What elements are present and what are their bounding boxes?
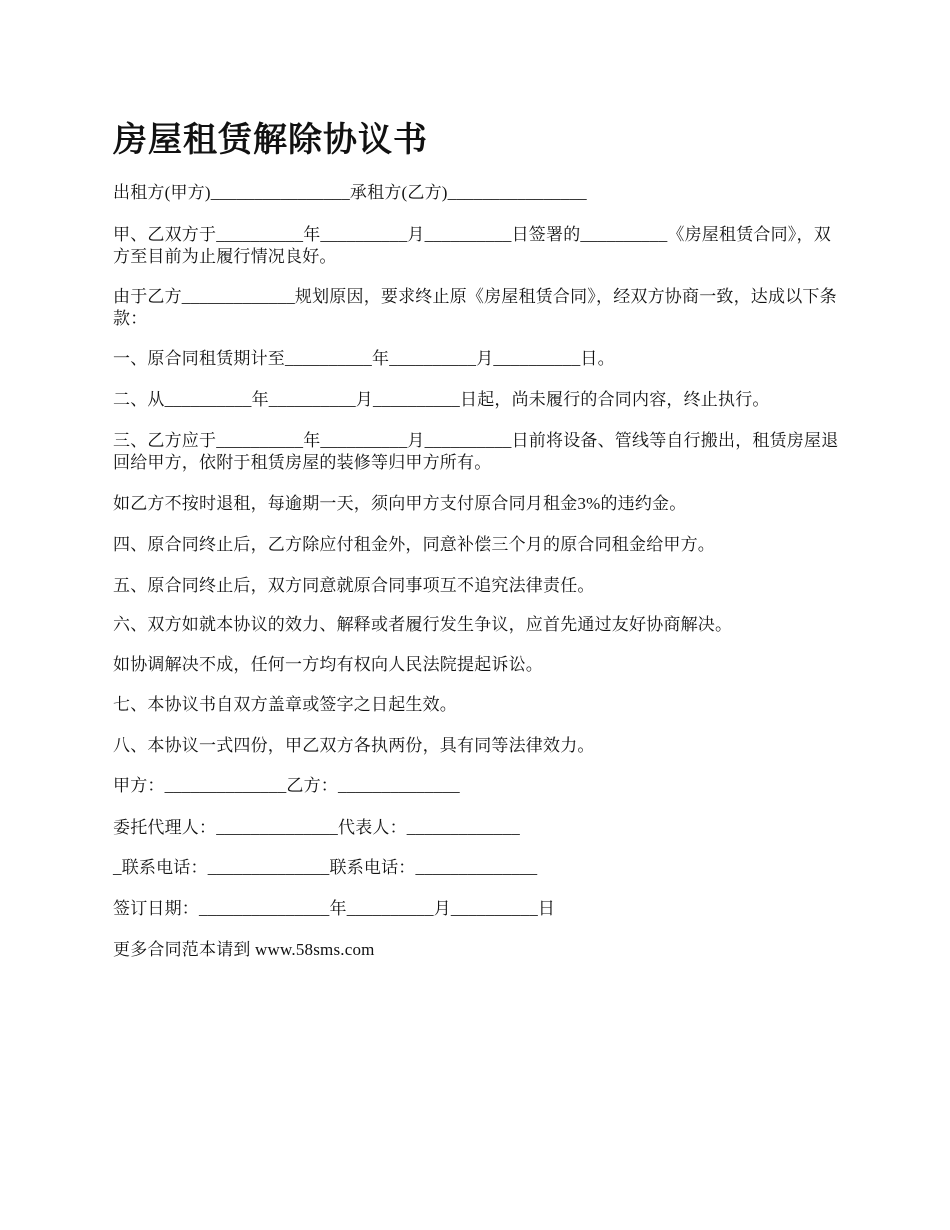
litigation-paragraph: 如协调解决不成，任何一方均有权向人民法院提起诉讼。 [113,655,543,674]
clause-2: 二、从__________年__________月__________日起，尚未履行的合同内容，终止执行。 [113,390,770,409]
clause-8: 八、本协议一式四份，甲乙双方各执两份，具有同等法律效力。 [113,736,595,755]
clause-1: 一、原合同租赁期计至__________年__________月__________日。 [113,349,615,368]
signing-date-line: 签订日期：_______________年__________月__________日 [113,899,556,918]
clause-4: 四、原合同终止后，乙方除应付租金外，同意补偿三个月的原合同租金给甲方。 [113,535,715,554]
agent-representative-line: 委托代理人：______________代表人：_____________ [113,818,520,837]
clause-3: 三、乙方应于__________年__________月__________日前将设备、管线等自行搬出，租赁房屋退回给甲方，依附于租赁房屋的装修等归甲方所有。 [113,431,839,472]
contract-signing-paragraph: 甲、乙双方于__________年__________月__________日签署的__________《房屋租赁合同》，双方至目前为止履行情况良好。 [113,225,831,266]
clause-5: 五、原合同终止后，双方同意就原合同事项互不追究法律责任。 [113,576,595,595]
clause-6: 六、双方如就本协议的效力、解释或者履行发生争议，应首先通过友好协商解决。 [113,615,733,634]
parties-line: 出租方(甲方)________________承租方(乙方)________________ [113,183,587,202]
signature-parties-line: 甲方：______________乙方：______________ [113,776,460,795]
termination-reason-paragraph: 由于乙方_____________规划原因，要求终止原《房屋租赁合同》，经双方协商一致，达成以下条款： [113,287,837,328]
phone-line: _联系电话：______________联系电话：______________ [113,858,538,877]
late-penalty-paragraph: 如乙方不按时退租，每逾期一天，须向甲方支付原合同月租金3%的违约金。 [113,494,687,513]
document-title: 房屋租赁解除协议书 [113,120,428,160]
footer-more-templates: 更多合同范本请到 www.58sms.com [113,940,375,959]
clause-7: 七、本协议书自双方盖章或签字之日起生效。 [113,695,457,714]
